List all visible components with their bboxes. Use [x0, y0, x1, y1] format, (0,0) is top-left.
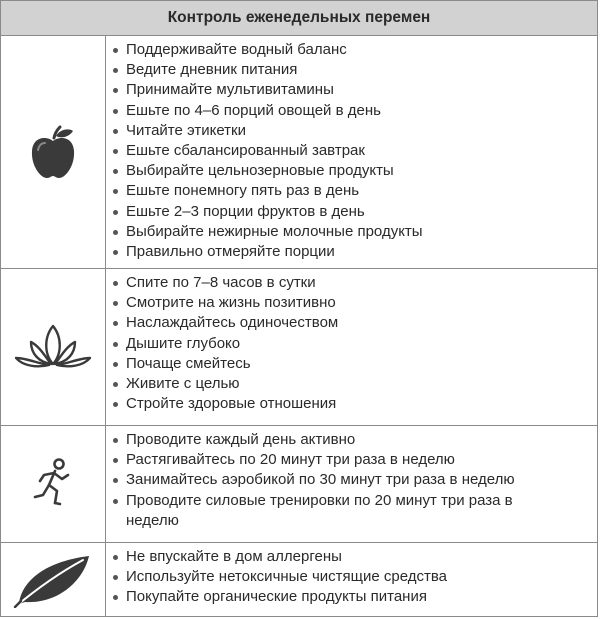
- list-item: Ешьте понемногу пять раз в день: [111, 181, 587, 201]
- list-item: Наслаждайтесь одиночеством: [111, 313, 587, 333]
- list-item: Покупайте органические продукты питания: [111, 587, 587, 607]
- icon-cell: [1, 36, 106, 268]
- list-item: Читайте этикетки: [111, 121, 587, 141]
- list-item: Стройте здоровые отношения: [111, 394, 587, 414]
- list-item: Ведите дневник питания: [111, 60, 587, 80]
- list-item: Используйте нетоксичные чистящие средства: [111, 567, 587, 587]
- list-item: Живите с целью: [111, 374, 587, 394]
- list-item: Проводите силовые тренировки по 20 минут три раза в неделю: [111, 491, 587, 531]
- section-environment: [1, 543, 597, 616]
- list-item: Ешьте 2–3 порции фруктов в день: [111, 202, 587, 222]
- section-list: [111, 40, 587, 262]
- section-activity: [1, 426, 597, 543]
- list-item: Растягивайтесь по 20 минут три раза в неделю: [111, 450, 587, 470]
- list-item: Почаще смейтесь: [111, 354, 587, 374]
- section-list: [111, 430, 587, 531]
- section-mind: [1, 269, 597, 426]
- list-item: Спите по 7–8 часов в сутки: [111, 273, 587, 293]
- list-item: Не впускайте в дом аллергены: [111, 547, 587, 567]
- list-item: Поддерживайте водный баланс: [111, 40, 587, 60]
- list-item: Проводите каждый день активно: [111, 430, 587, 450]
- list-item: Дышите глубоко: [111, 334, 587, 354]
- section-nutrition: [1, 36, 597, 269]
- list-item: Ешьте сбалансированный завтрак: [111, 141, 587, 161]
- list-item: Принимайте мультивитамины: [111, 80, 587, 100]
- icon-cell: [1, 269, 106, 425]
- list-item: Выбирайте цельнозерновые продукты: [111, 161, 587, 181]
- list-item: Занимайтесь аэробикой по 30 минут три раза в неделю: [111, 470, 587, 490]
- runner-icon: [31, 457, 75, 511]
- section-list: [111, 273, 587, 414]
- leaf-icon: [13, 552, 93, 608]
- list-item: Выбирайте нежирные молочные продукты: [111, 222, 587, 242]
- section-list: [111, 547, 587, 608]
- icon-cell: [1, 426, 106, 542]
- list-item: Ешьте по 4–6 порций овощей в день: [111, 101, 587, 121]
- icon-cell: [1, 543, 106, 616]
- list-item: Смотрите на жизнь позитивно: [111, 293, 587, 313]
- lotus-icon: [13, 322, 93, 372]
- apple-icon: [29, 124, 77, 180]
- list-item: Правильно отмеряйте порции: [111, 242, 587, 262]
- table-title: Контроль еженедельных перемен: [1, 1, 597, 36]
